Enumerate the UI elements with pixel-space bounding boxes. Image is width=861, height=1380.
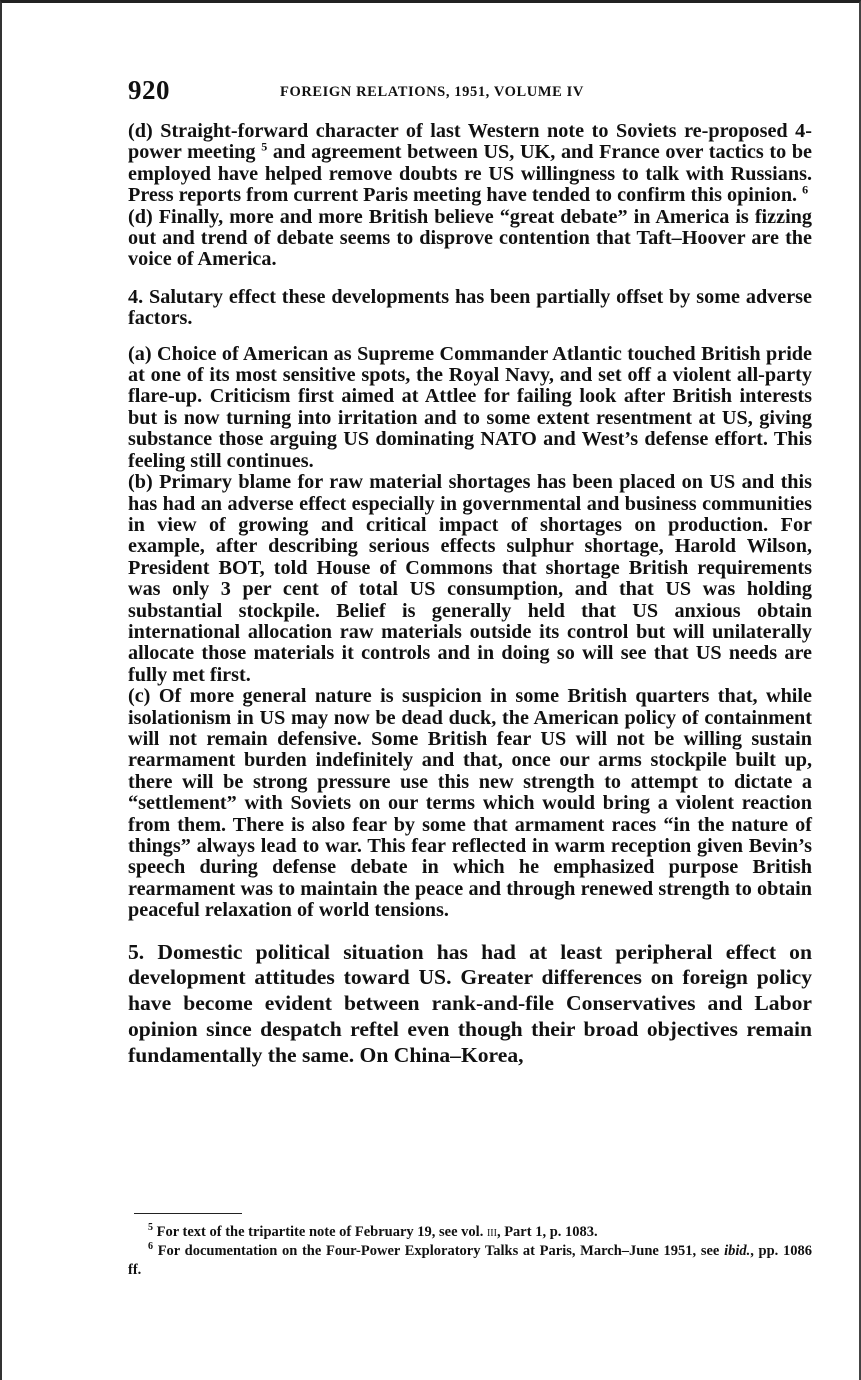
paragraph-5: 5. Domestic political situation has had at least peripheral effect on development attitudes toward US. Greater differences on foreign policy have become evident between rank-and-file Conservatives and Labor opinion since despatch reftel even though their broad objectives remain fundamentally the same. On China–Korea,	[128, 939, 812, 1067]
footnote-6-text-a: For documentation on the Four-Power Exploratory Talks at Paris, March–June 1951, see	[157, 1243, 720, 1259]
footnote-5-mark: 5	[148, 1222, 153, 1234]
footnote-ref-6[interactable]: 6	[802, 182, 809, 197]
paragraph-4: 4. Salutary effect these developments has been partially offset by some adverse factors.	[128, 285, 812, 330]
footnote-ref-5[interactable]: 5	[261, 139, 268, 154]
paragraph-4a: (a) Choice of American as Supreme Commander Atlantic touched British pride at one of its most sensitive spots, the Royal Navy, and set off a violent all-party flare-up. Criticism first aimed at Attlee for failing look after British interests but is now turning into irritation and to some extent resentment at US, giving substance those arguing US dominating NATO and West’s defense effort. This feeling still continues.	[128, 342, 812, 472]
running-head: FOREIGN RELATIONS, 1951, VOLUME IV	[280, 84, 584, 100]
footnote-rule	[134, 1213, 242, 1214]
paragraph-3d-debate: (d) Finally, more and more British believe “great debate” in America is fizzing out and trend of debate seems to disprove contention that Taft–Hoover are the voice of America.	[128, 205, 812, 271]
paragraph-4c: (c) Of more general nature is suspicion in some British quarters that, while isolationism in US may now be dead duck, the American policy of containment will not remain defensive. Some British fear US will not be willing sustain rearmament burden indefinitely and that, once our arms stockpile built up, there will be strong pressure use this new strength to attempt to dictate a “settlement” with Soviets on our terms which would bring a violent reaction from them. There is also fear by some that armament races “in the nature of things” always lead to war. This fear reflected in warm reception given Bevin’s speech during defense debate in which he emphasized purpose British rearmament was to maintain the peace and through renewed strength to obtain peaceful relaxation of world tensions.	[128, 685, 812, 922]
footnote-5	[128, 1223, 812, 1242]
footnote-6-text-b: , pp. 1086 ff.	[128, 1243, 812, 1278]
footnote-5-text-b: , Part 1, p. 1083.	[496, 1224, 598, 1240]
paragraph-4b: (b) Primary blame for raw material shortages has been placed on US and this has had an adverse effect especially in governmental and business communities in view of growing and critical impact of shortages on production. For example, after describing serious effects sulphur shortage, Harold Wilson, President BOT, told House of Commons that shortage British requirements was only 3 per cent of total US consumption, and that US was holding substantial stockpile. Belief is generally held that US anxious obtain international allocation raw materials outside its control but will unilaterally allocate those materials it controls and in doing so will see that US needs are fully met first.	[128, 471, 812, 686]
footnote-6	[128, 1242, 812, 1280]
footnote-6-ibid: ibid.	[724, 1243, 751, 1259]
paragraph-3d-note	[128, 121, 812, 207]
footnotes	[128, 1213, 812, 1280]
footnote-5-vol: iii	[486, 1224, 497, 1240]
footnote-6-mark: 6	[148, 1241, 153, 1253]
paragraph-3d-note-text-b: and agreement between US, UK, and France over tactics to be employed have helped remove doubts re US willingness to talk with Russians. Press reports from current Paris meeting have tended to confirm this opinion.	[128, 141, 813, 207]
body-text	[128, 121, 812, 1069]
footnote-5-text-a: For text of the tripartite note of February 19, see vol.	[156, 1224, 484, 1240]
page-header	[128, 75, 818, 111]
paragraph-3d-note-text-a: (d) Straight-forward character of last Western note to Soviets re-proposed 4-power meeting	[128, 120, 812, 164]
page-number: 920	[128, 75, 170, 105]
